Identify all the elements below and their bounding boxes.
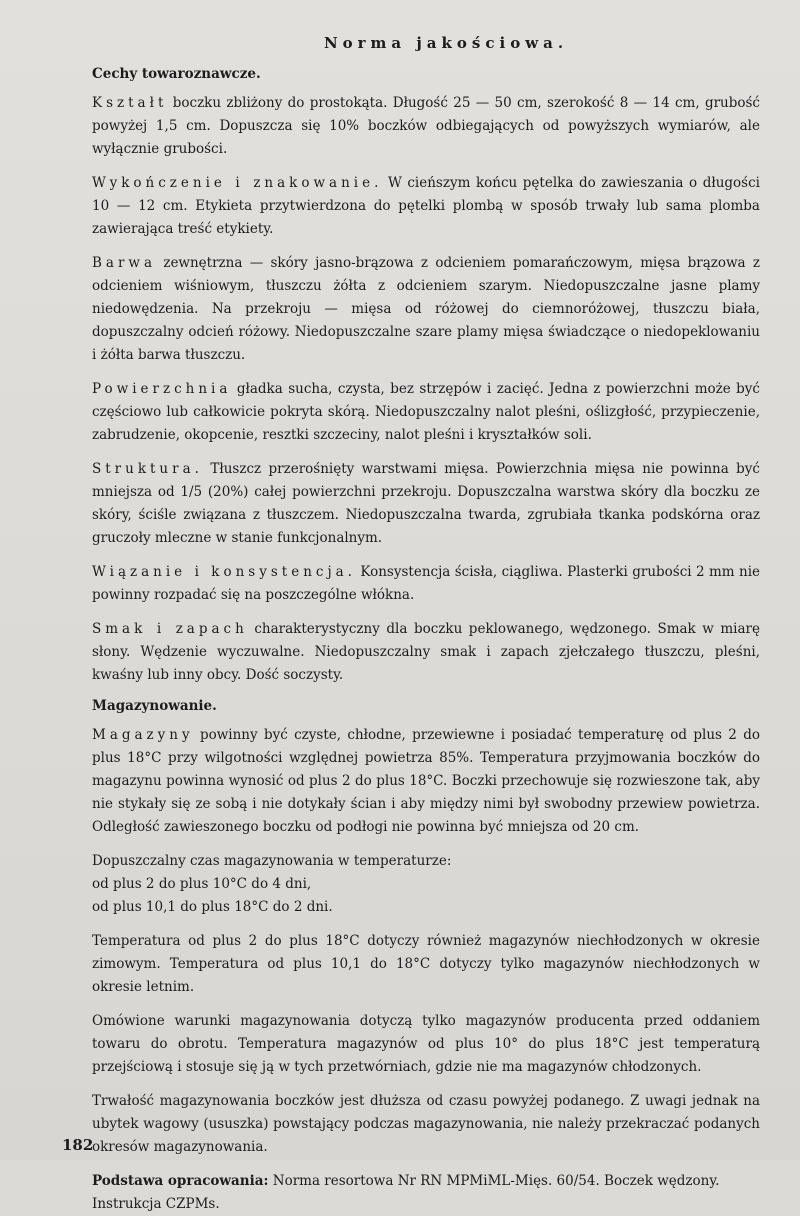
- paragraph-ksztalt: [0, 92, 760, 161]
- storage-time-intro: Dopuszczalny czas magazynowania w temperaturze:: [92, 853, 452, 869]
- page-number: 182: [62, 1136, 94, 1154]
- section-heading-cechy: Cechy towaroznawcze.: [92, 66, 261, 82]
- paragraph-barwa: [0, 252, 760, 367]
- lead-magazyny: Magazyny: [92, 727, 194, 743]
- text-struktura: Tłuszcz przerośnięty warstwami mięsa. Powierzchnia mięsa nie powinna być mniejsza od 1/5 (20%) całej powierzchni przekroju. Dopuszczalna warstwa skóry dla boczku ze skóry, ściśle związana z tłuszczem. Niedopuszczalna twarda, zgrubiała tkanka podskórna oraz gruczoły mleczne w stanie funkcjonalnym.: [92, 461, 760, 546]
- paragraph-wiazanie: [0, 561, 760, 607]
- storage-time-list: [92, 850, 760, 919]
- lead-struktura: Struktura.: [92, 461, 203, 477]
- paragraph-powierzchnia: [0, 378, 760, 447]
- lead-wykonczenie: Wykończenie i znakowanie.: [92, 175, 383, 191]
- text-smak: charakterystyczny dla boczku peklowanego, wędzonego. Smak w miarę słony. Wędzenie wyczuwalne. Niedopuszczalny smak i zapach zjełczałego tłuszczu, pleśni, kwaśny lub inny obcy. Dość soczysty.: [92, 621, 760, 683]
- paragraph-temperatura: Temperatura od plus 2 do plus 18°C dotyczy również magazynów niechłodzonych w okresie zimowym. Temperatura od plus 10,1 do 18°C dotyczy tylko magazynów niechłodzonych w okresie letnim.: [92, 933, 760, 995]
- paragraph-wykonczenie: [0, 172, 760, 241]
- text-magazyny: powinny być czyste, chłodne, przewiewne i posiadać temperaturę od plus 2 do plus 18°C przy wilgotności względnej powietrza 85%. Temperatura przyjmowania boczków do magazynu powinna wynosić od plus 2 do plus 18°C. Boczki przechowuje się rozwieszone tak, aby nie stykały się ze sobą i nie dotykały ścian i aby między nimi był swobodny przewiew powietrza. Odległość zawieszonego boczku od podłogi nie powinna być mniejsza od 20 cm.: [92, 727, 760, 835]
- source-note-label: Podstawa opracowania:: [92, 1173, 269, 1189]
- storage-time-line-1: od plus 2 do plus 10°C do 4 dni,: [92, 876, 312, 892]
- text-wykonczenie: W cieńszym końcu pętelka do zawieszania o długości 10 — 12 cm. Etykieta przytwierdzona do pętelki plombą w sposób trwały lub sama plomba zawierająca treść etykiety.: [92, 175, 760, 237]
- lead-barwa: Barwa: [92, 255, 157, 271]
- source-note-text: Norma resortowa Nr RN MPMiML-Mięs. 60/54. Boczek wędzony. Instrukcja CZPMs.: [92, 1173, 720, 1212]
- lead-powierzchnia: Powierzchnia: [92, 381, 232, 397]
- text-barwa: zewnętrzna — skóry jasno-brązowa z odcieniem pomarańczowym, mięsa brązowa z odcieniem wiśniowym, tłuszczu żółta z odcieniem szarym. Niedopuszczalne jasne plamy niedowędzenia. Na przekroju — mięsa od różowej do ciemnoróżowej, tłuszczu biała, dopuszczalny odcień różowy. Niedopuszczalne szare plamy mięsa świadczące o niedopeklowaniu i żółta barwa tłuszczu.: [92, 255, 760, 363]
- storage-time-line-2: od plus 10,1 do plus 18°C do 2 dni.: [92, 899, 333, 915]
- paragraph-magazyny: [0, 724, 760, 839]
- section-heading-magazynowanie: Magazynowanie.: [92, 698, 217, 714]
- text-powierzchnia: gładka sucha, czysta, bez strzępów i zacięć. Jedna z powierzchni może być częściowo lub całkowicie pokryta skórą. Niedopuszczalny nalot pleśni, oślizgłość, przypieczenie, zabrudzenie, okopcenie, resztki szczeciny, nalot pleśni i kryształków soli.: [92, 381, 760, 443]
- paragraph-omowione: Omówione warunki magazynowania dotyczą tylko magazynów producenta przed oddaniem towaru do obrotu. Temperatura magazynów od plus 10° do plus 18°C jest temperaturą przejściową i stosuje się ją w tych przetwórniach, gdzie nie ma magazynów chłodzonych.: [92, 1013, 760, 1075]
- lead-ksztalt: Kształt: [92, 95, 168, 111]
- paragraph-struktura: [0, 458, 760, 550]
- page-title: Norma jakościowa.: [323, 34, 569, 52]
- text-wiazanie: Konsystencja ścisła, ciągliwa. Plasterki grubości 2 mm nie powinny rozpadać się na poszczególne włókna.: [92, 564, 761, 603]
- document-content: [92, 34, 760, 1216]
- lead-wiazanie: Wiązanie i konsystencja.: [92, 564, 356, 580]
- source-note: [92, 1170, 760, 1216]
- paragraph-trwalosc: Trwałość magazynowania boczków jest dłuższa od czasu powyżej podanego. Z uwagi jednak na ubytek wagowy (ususzka) powstający podczas magazynowania, nie należy przekraczać podanych okresów magazynowania.: [92, 1093, 760, 1155]
- lead-smak: Smak i zapach: [92, 621, 248, 637]
- paragraph-smak: [0, 618, 760, 687]
- text-ksztalt: boczku zbliżony do prostokąta. Długość 25 — 50 cm, szerokość 8 — 14 cm, grubość powyżej 1,5 cm. Dopuszcza się 10% boczków odbiegających od powyższych wymiarów, ale wyłącznie grubości.: [92, 95, 760, 157]
